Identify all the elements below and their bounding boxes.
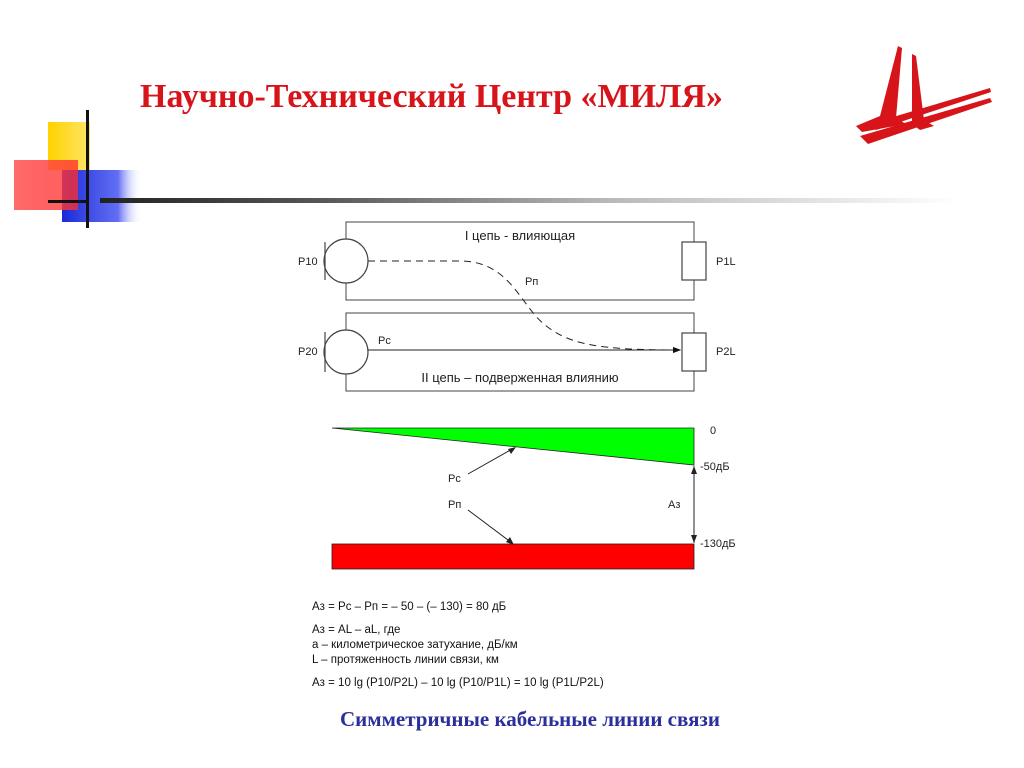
- level-0-label: 0: [710, 425, 717, 437]
- circuit2-load: [682, 333, 706, 371]
- circuit1-label: I цепь - влияющая: [464, 228, 576, 243]
- pc-level-label: Pc: [448, 473, 461, 485]
- pn-level-bar: [332, 544, 694, 569]
- pn-level-pointer: [468, 510, 512, 543]
- pc-label: Pc: [378, 335, 391, 347]
- formula-line-1: Aз = Pc – Pп = – 50 – (– 130) = 80 дБ: [312, 601, 507, 613]
- slide-subtitle: Симметричные кабельные линии связи: [340, 707, 720, 731]
- company-logo: [850, 40, 1000, 150]
- circuit1-generator: [324, 239, 368, 283]
- decorative-squares: [0, 100, 150, 230]
- page-title: Научно-Технический Центр «МИЛЯ»: [140, 78, 723, 115]
- formula-line-5: Aз = 10 lg (P10/P2L) – 10 lg (P10/P1L) = 10 lg (P1L/P2L): [312, 677, 604, 689]
- p20-label: P20: [298, 346, 318, 358]
- formulas-block: [312, 600, 604, 691]
- circuit1-load: [682, 242, 706, 280]
- p10-label: P10: [298, 256, 318, 268]
- az-label: Aз: [668, 499, 681, 511]
- formula-line-4: L – протяженность линии связи, км: [312, 654, 499, 666]
- formula-line-2: Aз = AL – aL, где: [312, 624, 401, 636]
- p1l-label: P1L: [716, 256, 736, 268]
- pn-label: Pп: [525, 276, 539, 288]
- pn-level-label: Pп: [448, 499, 462, 511]
- level-50-label: -50дБ: [700, 461, 730, 473]
- circuit2-generator: [324, 330, 368, 374]
- circuit2-label: II цепь – подверженная влиянию: [421, 370, 619, 385]
- p2l-label: P2L: [716, 346, 736, 358]
- pn-crosstalk-path: [368, 261, 680, 350]
- header-divider: [100, 198, 960, 203]
- pc-level-pointer: [468, 448, 514, 474]
- pc-level-triangle: [332, 428, 694, 465]
- level-130-label: -130дБ: [700, 538, 736, 550]
- circuit-diagram: [280, 210, 760, 595]
- formula-line-3: a – километрическое затухание, дБ/км: [312, 639, 518, 651]
